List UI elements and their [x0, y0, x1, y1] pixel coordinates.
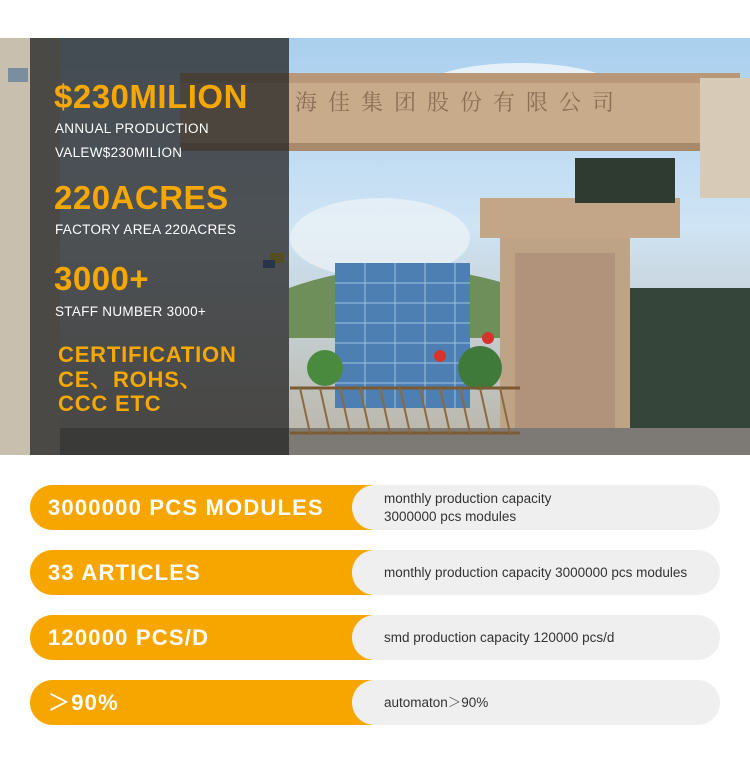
factory-hero — [0, 38, 750, 455]
capacity-row-description: monthly production capacity 3000000 pcs modules — [384, 564, 688, 580]
production-value-label: ANNUAL PRODUCTION — [55, 121, 209, 136]
capacity-row-description: automaton＞90% — [384, 694, 489, 710]
gate-sign: 海佳集团股份有限公司 — [295, 91, 626, 116]
certification-title: CERTIFICATION — [58, 342, 237, 367]
capacity-row-desc-line2: 3000000 pcs modules — [384, 508, 517, 524]
staff-number-label: STAFF NUMBER 3000+ — [55, 304, 207, 319]
capacity-row — [30, 550, 720, 595]
capacity-row-label: 3000000 PCS MODULES — [30, 485, 375, 530]
production-value-heading: $230MILION — [54, 78, 248, 115]
factory-area-heading: 220ACRES — [54, 179, 229, 216]
capacity-row — [30, 485, 720, 530]
certification-list-2: CCC ETC — [58, 391, 162, 416]
capacity-row-description: smd production capacity 120000 pcs/d — [384, 629, 615, 645]
capacity-row-label: 33 ARTICLES — [30, 550, 375, 595]
stats-overlay — [30, 38, 289, 455]
certification-list-1: CE、ROHS、 — [58, 367, 203, 392]
capacity-row-label: ＞90% — [30, 680, 375, 725]
production-value-detail: VALEW$230MILION — [55, 145, 183, 160]
capacity-row-description — [384, 485, 714, 530]
capacity-row-desc-line1: monthly production capacity — [384, 490, 552, 506]
staff-number-heading: 3000+ — [54, 260, 150, 297]
capacity-row — [30, 680, 720, 725]
capacity-row — [30, 615, 720, 660]
factory-area-label: FACTORY AREA 220ACRES — [55, 222, 237, 237]
capacity-row-label: 120000 PCS/D — [30, 615, 375, 660]
